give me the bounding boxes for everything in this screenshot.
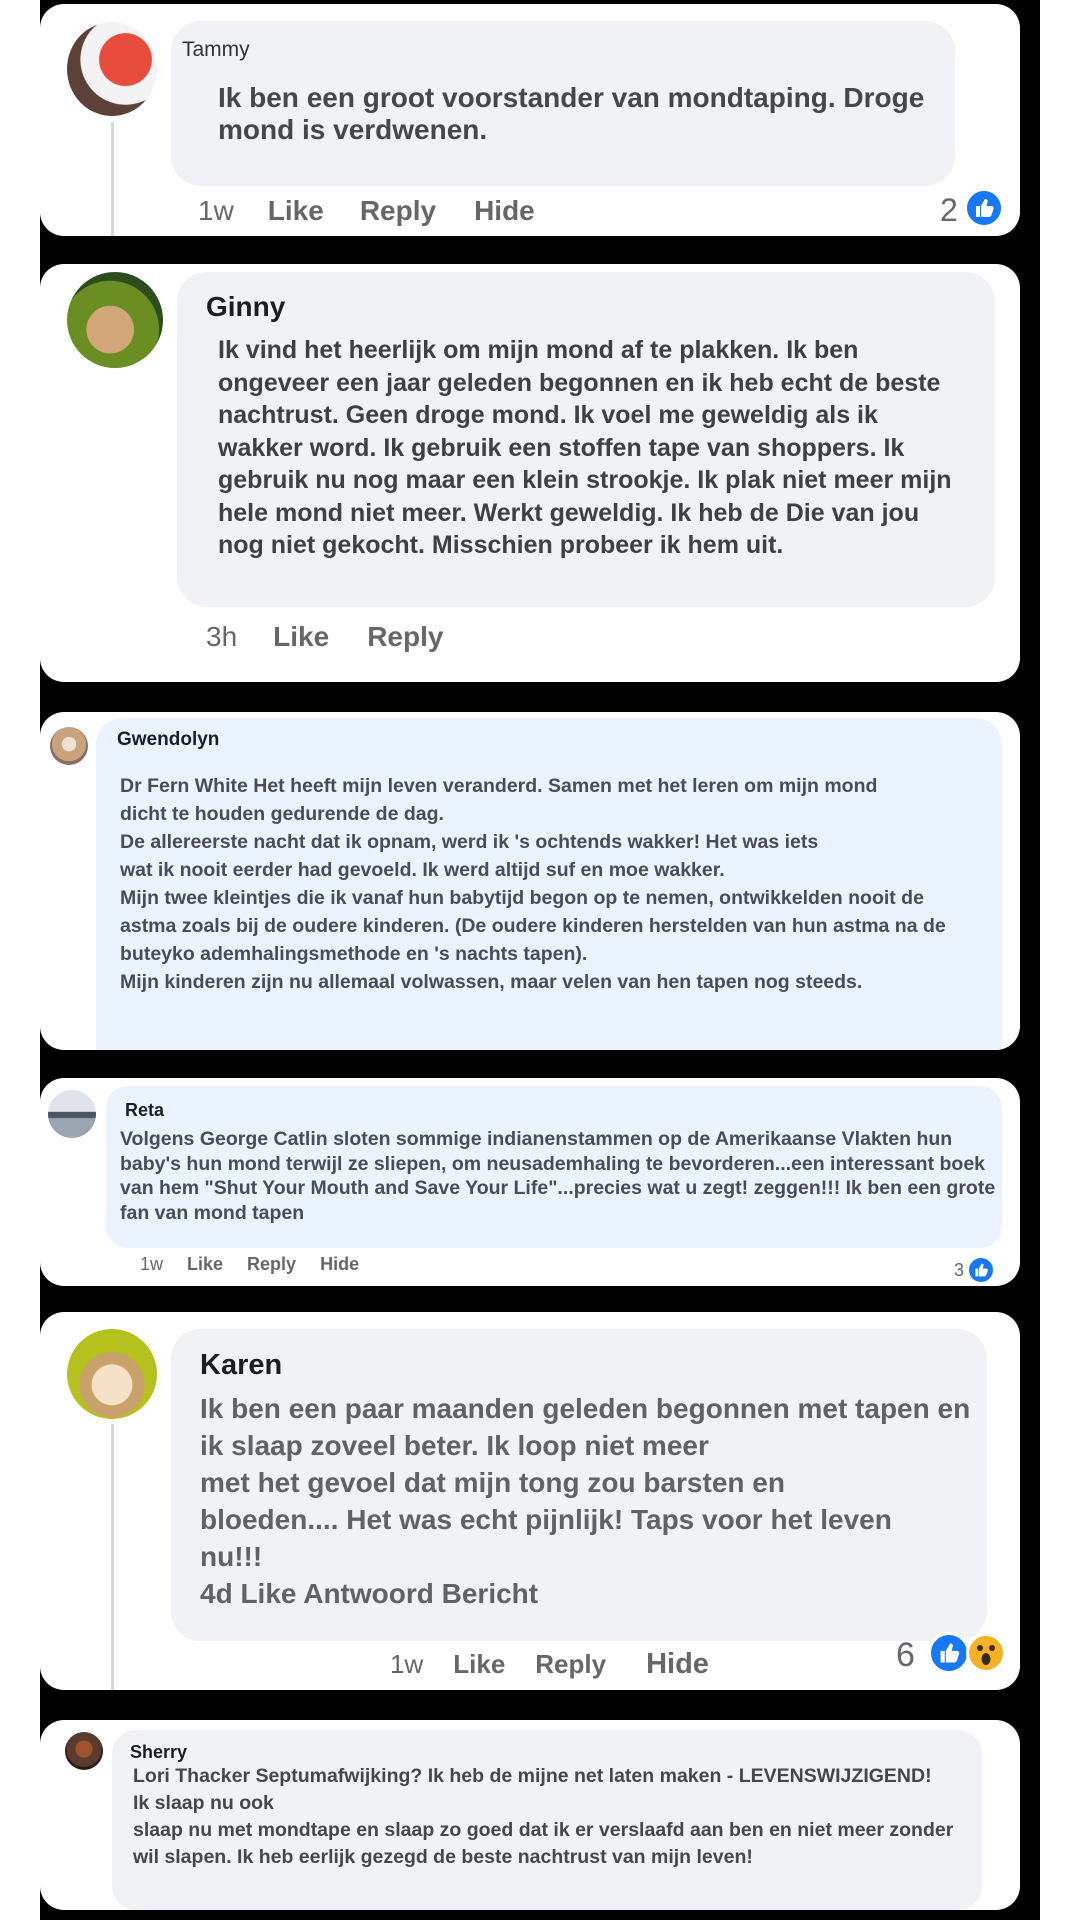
hide-button[interactable]: Hide	[320, 1254, 360, 1274]
comment-paragraph: slaap nu met mondtape en slaap zo goed dat ik er verslaafd aan ben en niet meer zonder wil slapen. Ik heb eerlijk gezegd de beste nachtrust van mijn leven!	[133, 1819, 954, 1868]
comment-paragraph: Mijn kinderen zijn nu allemaal volwassen, maar velen van hen tapen nog steeds.	[120, 971, 863, 993]
reply-button[interactable]: Reply	[359, 195, 437, 226]
reply-button[interactable]: Reply	[367, 621, 444, 652]
thread-line	[111, 122, 114, 236]
timestamp: 1w	[198, 195, 234, 226]
like-button[interactable]: Like	[453, 1649, 506, 1679]
avatar[interactable]	[50, 727, 88, 765]
avatar[interactable]	[65, 1732, 103, 1770]
comment-card-sherry	[40, 1720, 1020, 1910]
comment-card-tammy	[40, 4, 1020, 236]
reply-button[interactable]: Reply	[247, 1254, 297, 1274]
comment-actions	[206, 620, 443, 654]
commenter-name[interactable]: Reta	[125, 1100, 165, 1120]
comment-text: Volgens George Catlin sloten sommige indianenstammen op de Amerikaanse Vlakten hun baby's hun mond terwijl ze sliepen, om neusademhaling te bevorderen...een interessant boek van hem "Shut Your Mouth and Save Your Life"...precies wat u zegt! zeggen!!! Ik ben een grote fan van mond tapen	[120, 1128, 996, 1224]
comment-text: Ik vind het heerlijk om mijn mond af te plakken. Ik ben ongeveer een jaar geleden begonnen en ik heb echt de beste nachtrust. Geen droge mond. Ik voel me geweldig als ik wakker word. Ik gebruik een stoffen tape van shoppers. Ik gebruik nu nog maar een klein strookje. Ik plak niet meer mijn hele mond niet meer. Werkt geweldig. Ik heb de Die van jou nog niet gekocht. Misschien probeer ik hem uit.	[218, 336, 952, 559]
timestamp: 1w	[140, 1254, 164, 1274]
comment-text	[200, 1390, 980, 1612]
timestamp: 3h	[206, 621, 238, 652]
comment-paragraph: nu!!!	[200, 1541, 263, 1572]
avatar[interactable]	[67, 1329, 157, 1419]
comment-paragraph: Dr Fern White Het heeft mijn leven veranderd. Samen met het leren om mijn mond dicht te houden gedurende de dag.	[120, 775, 878, 825]
avatar[interactable]	[67, 22, 157, 116]
like-button[interactable]: Like	[267, 195, 324, 226]
comment-actions	[390, 1648, 709, 1680]
comment-text: Ik ben een groot voorstander van mondtaping. Droge mond is verdwenen.	[218, 82, 925, 145]
thumbs-up-icon[interactable]	[928, 1632, 970, 1674]
comment-paragraph: met het gevoel dat mijn tong zou barsten en	[200, 1467, 785, 1498]
comment-card-karen	[40, 1312, 1020, 1690]
hide-button[interactable]: Hide	[474, 195, 535, 226]
timestamp: 1w	[390, 1649, 424, 1679]
comment-actions	[140, 1252, 359, 1276]
comment-paragraph: Lori Thacker Septumafwijking? Ik heb de mijne net laten maken - LEVENSWIJZIGEND!	[133, 1765, 932, 1787]
comment-paragraph: 4d Like Antwoord Bericht	[200, 1578, 539, 1609]
comment-card-reta	[40, 1078, 1020, 1286]
commenter-name[interactable]: Karen	[200, 1349, 283, 1381]
thread-line	[111, 1424, 114, 1690]
comment-text	[133, 1763, 963, 1871]
comment-paragraph: Mijn twee kleintjes die ik vanaf hun babytijd begon op te nemen, ontwikkelden nooit de astma zoals bij de oudere kinderen. (De oudere kinderen herstelden van hun astma na de buteyko ademhalingsmethode en 's nachts tapen).	[120, 887, 946, 965]
commenter-name[interactable]: Sherry	[130, 1742, 188, 1762]
thumbs-up-icon[interactable]	[964, 188, 1004, 228]
like-button[interactable]: Like	[187, 1254, 224, 1274]
reaction-count[interactable]: 6	[896, 1636, 915, 1674]
avatar[interactable]	[67, 272, 163, 368]
commenter-name[interactable]: Ginny	[206, 291, 286, 322]
comment-actions	[198, 194, 535, 228]
wow-emoji-icon[interactable]	[966, 1633, 1006, 1673]
comment-feed	[40, 0, 1040, 1920]
comment-paragraph: Ik slaap nu ook	[133, 1792, 274, 1814]
like-button[interactable]: Like	[273, 621, 330, 652]
avatar[interactable]	[48, 1090, 96, 1138]
comment-paragraph: Ik ben een paar maanden geleden begonnen met tapen en ik slaap zoveel beter. Ik loop niet meer	[200, 1393, 971, 1461]
reaction-count[interactable]: 3	[954, 1260, 965, 1280]
comment-paragraph: De allereerste nacht dat ik opnam, werd ik 's ochtends wakker! Het was iets wat ik nooit eerder had gevoeld. Ik werd altijd suf en moe wakker.	[120, 831, 819, 881]
hide-button[interactable]: Hide	[646, 1648, 709, 1680]
comment-card-gwendolyn	[40, 712, 1020, 1050]
reaction-count[interactable]: 2	[940, 192, 958, 228]
reply-button[interactable]: Reply	[535, 1649, 607, 1679]
comment-text	[120, 772, 970, 996]
commenter-name[interactable]: Gwendolyn	[117, 729, 220, 750]
commenter-name[interactable]: Tammy	[182, 38, 250, 61]
comment-card-ginny	[40, 264, 1020, 682]
comment-paragraph: bloeden.... Het was echt pijnlijk! Taps voor het leven	[200, 1504, 892, 1535]
thumbs-up-icon[interactable]	[967, 1256, 995, 1284]
